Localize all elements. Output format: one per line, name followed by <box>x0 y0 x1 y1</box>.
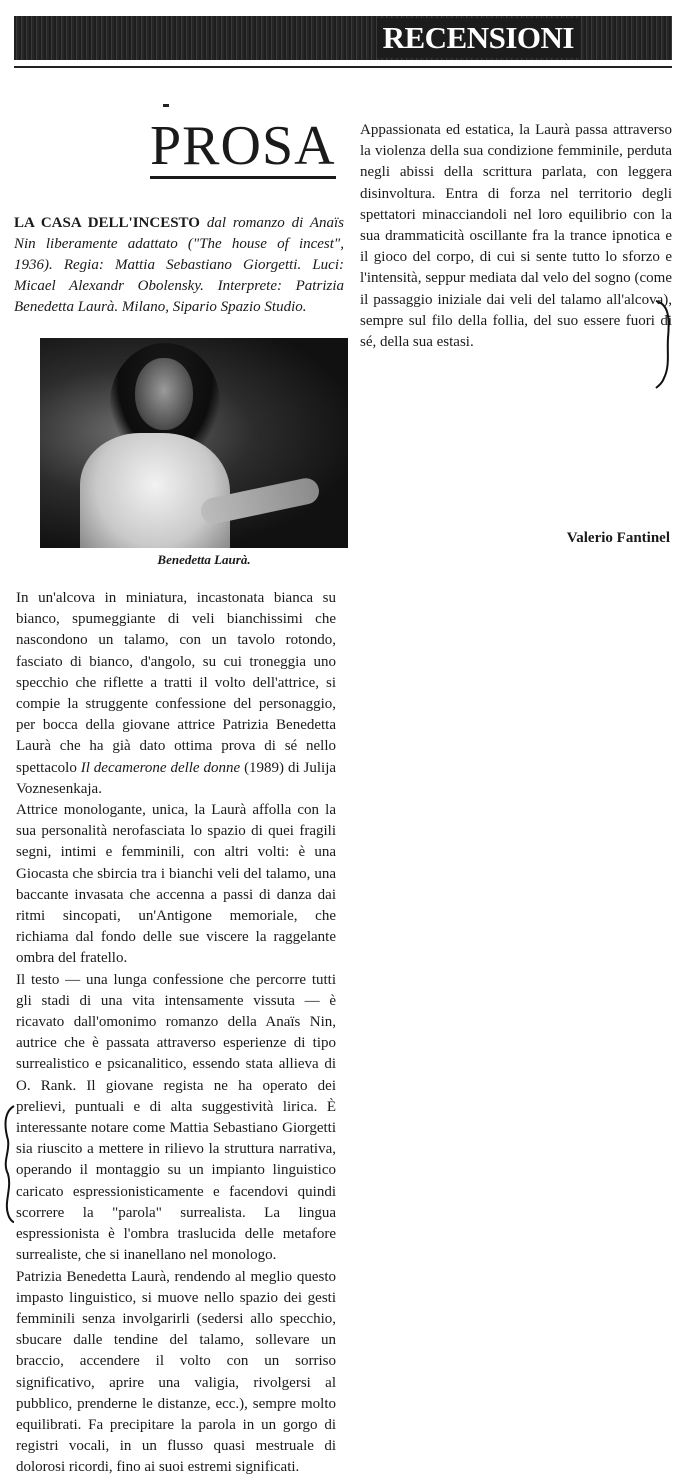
photo-caption: Benedetta Laurà. <box>157 552 251 567</box>
show-info: dal romanzo di Anaïs Nin liberamente adattato ("The house of incest", 1936). Regia: Mattia Sebastiano Giorgetti. Luci: Micael Alexandr Obolensky. Interprete: Patrizia Benedetta Laurà. Milano, Sipario Spazio Studio. <box>14 215 345 315</box>
article-paragraph: Patrizia Benedetta Laurà, rendendo al meglio questo impasto linguistico, si muove nello spazio dei gesti femminili senza involgarirli (sedersi allo specchio, sbucare dalle tendine del talamo, sollevare un braccio, accendere il volto con un sorriso significativo, aprire una valigia, rivolgersi al pubblico, prenderne le distanze, ecc.), sempre molto equilibrati. Fa precipitare la parola in un gorgo di registri vocali, in un flusso quasi mestruale di dolorosi ricordi, fino ai suoi estremi significati. <box>16 1268 336 1476</box>
article-paragraph: Attrice monologante, unica, la Laurà affolla con la sua personalità nerofasciata lo spazio di quei fragili segni, intimi e femminili, con altri volti: è una Giocasta che sbircia tra i bianchi veli del talamo, una baccante invasata che accenna a passi di danza dai ritmi sincopati, un'Antigone memoriale, che richiama dal fondo delle sue viscere la raggelante ombra del fratello. <box>16 802 336 967</box>
article-paragraph: Il testo — una lunga confessione che percorre tutti gli stadi di una vita intensamente vissuta — è ricavato dall'omonimo romanzo della Anaïs Nin, autrice che è passata attraverso esperienze di tipo surrealistico e psicanalitico, essendo stata allieva di O. Rank. Il giovane regista ne ha operato dei prelievi, puntuali e di alta suggestività lirica. È interessante notare come Mattia Sebastiano Giorgetti sia riuscito a mettere in rilievo la struttura narrativa, operando il montaggio su un impianto linguistico caricato espressionisticamente e facendovi quindi scorrere la "parola" surrealista. La lingua espressionista è l'ombra traslucida delle metafore surrealiste, che si inanellano nel monologo. <box>16 971 336 1264</box>
article-column-left <box>16 588 336 1479</box>
work-title: Il decamerone delle donne <box>80 759 241 776</box>
article-column-right <box>360 120 672 353</box>
photo-face <box>135 358 193 430</box>
article-paragraph <box>16 588 336 800</box>
photo-dress <box>80 433 230 548</box>
section-title: PROSA <box>150 115 336 177</box>
print-speck <box>163 104 169 107</box>
show-title: LA CASA DELL'INCESTO <box>14 215 200 231</box>
author-signature: Valerio Fantinel <box>566 530 670 546</box>
paragraph-text-end: (1989) di Julija Voznesenkaja. <box>16 759 337 797</box>
handwritten-bracket-left <box>0 1104 18 1224</box>
article-paragraph: Appassionata ed estatica, la Laurà passa attraverso la violenza della sua condizione femminile, perduta negli abissi della scrittura parlata, con leggera disinvoltura. Entra di forza nel territorio degli spettatori minacciandoli nel loro equilibrio con la sua drammaticità oscillante fra la trance ipnotica e il gioco del corpo, di cui si sente tutto lo sforzo e l'intensità, seppur mediata dal velo del sogno (come il passaggio iniziale dai veli del talamo all'alcova), sempre sul filo della follia, del suo essere fuori di sé, della sua estasi. <box>360 122 672 351</box>
actress-photo <box>40 338 348 548</box>
paragraph-text: In un'alcova in miniatura, incastonata bianca su bianco, spumeggiante di veli bianchissimi che nascondono un talamo, con un tavolo rotondo, fasciato di bianco, d'angolo, su cui troneggia uno specchio che riflette a tratti il volto dell'attrice, si compie la struggente confessione del personaggio, per bocca della giovane attrice Patrizia Benedetta Laurà che ha già dato ottima prova di sé nello spettacolo <box>16 590 336 776</box>
show-credits <box>14 213 344 318</box>
handwritten-bracket-right <box>654 298 674 390</box>
section-header-bar <box>14 16 672 60</box>
header-rule <box>14 66 672 68</box>
section-header-title: RECENSIONI <box>377 18 580 58</box>
